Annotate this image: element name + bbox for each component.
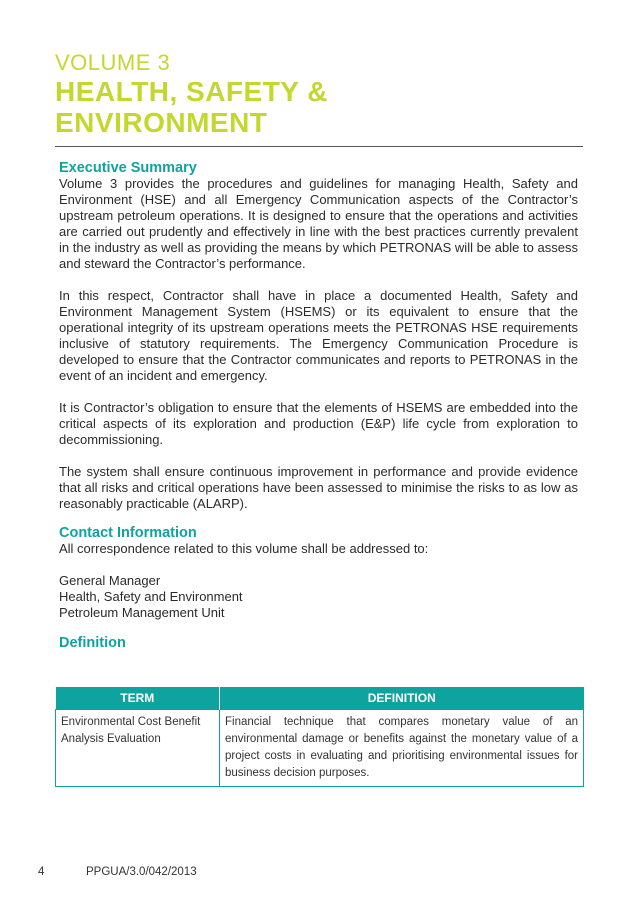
volume-title-line-1: HEALTH, SAFETY &	[55, 76, 328, 107]
volume-title	[55, 76, 328, 138]
contact-intro: All correspondence related to this volume shall be addressed to:	[59, 541, 429, 556]
table-row	[56, 710, 584, 787]
column-header-definition: DEFINITION	[220, 687, 584, 710]
contact-line-1: General Manager	[59, 573, 161, 588]
table-header-row	[56, 687, 584, 710]
contact-heading: Contact Information	[59, 525, 197, 541]
summary-paragraph-3: It is Contractor’s obligation to ensure that the elements of HSEMS are embedded into the critical aspects of its exploration and production (E&P) life cycle from exploration to decommissioning.	[59, 400, 578, 447]
page-number: 4	[38, 866, 45, 878]
summary-paragraph-4: The system shall ensure continuous improvement in performance and provide evidence that all risks and critical operations have been assessed to minimise the risks to as low as reasonably practicable (ALARP).	[59, 464, 578, 511]
definition-heading: Definition	[59, 635, 126, 651]
contact-line-2: Health, Safety and Environment	[59, 589, 243, 604]
page-footer	[38, 866, 197, 878]
executive-summary-heading: Executive Summary	[59, 160, 197, 176]
document-code: PPGUA/3.0/042/2013	[86, 866, 197, 878]
column-header-term: TERM	[56, 687, 220, 710]
summary-paragraph-1: Volume 3 provides the procedures and guidelines for managing Health, Safety and Environment (HSE) and all Emergency Communication aspects of the Contractor’s upstream petroleum operations. It is designed to ensure that the operations and activities are carried out prudently and effectively in line with the best practices currently prevalent in the industry as well as providing the means by which PETRONAS will be able to assess and steward the Contractor’s performance.	[59, 176, 578, 271]
definition-cell: Financial technique that compares monetary value of an environmental damage or benefits against the monetary value of a project costs in evaluating and prioritising environmental issues for business decision purposes.	[220, 710, 584, 787]
summary-paragraph-2: In this respect, Contractor shall have in place a documented Health, Safety and Environment Management System (HSEMS) or its equivalent to ensure that the operational integrity of its upstream operations meets the PETRONAS HSE requirements inclusive of statutory requirements. The Emergency Communication Procedure is developed to ensure that the Contractor communicates and reports to PETRONAS in the event of an incident and emergency.	[59, 288, 578, 383]
volume-label: VOLUME 3	[55, 50, 171, 75]
contact-address	[59, 573, 578, 621]
definition-table	[55, 687, 584, 787]
contact-line-3: Petroleum Management Unit	[59, 605, 225, 620]
volume-title-line-2: ENVIRONMENT	[55, 107, 268, 138]
term-cell: Environmental Cost Benefit Analysis Evaluation	[56, 710, 220, 787]
document-body	[59, 160, 578, 651]
header-divider	[55, 146, 583, 147]
